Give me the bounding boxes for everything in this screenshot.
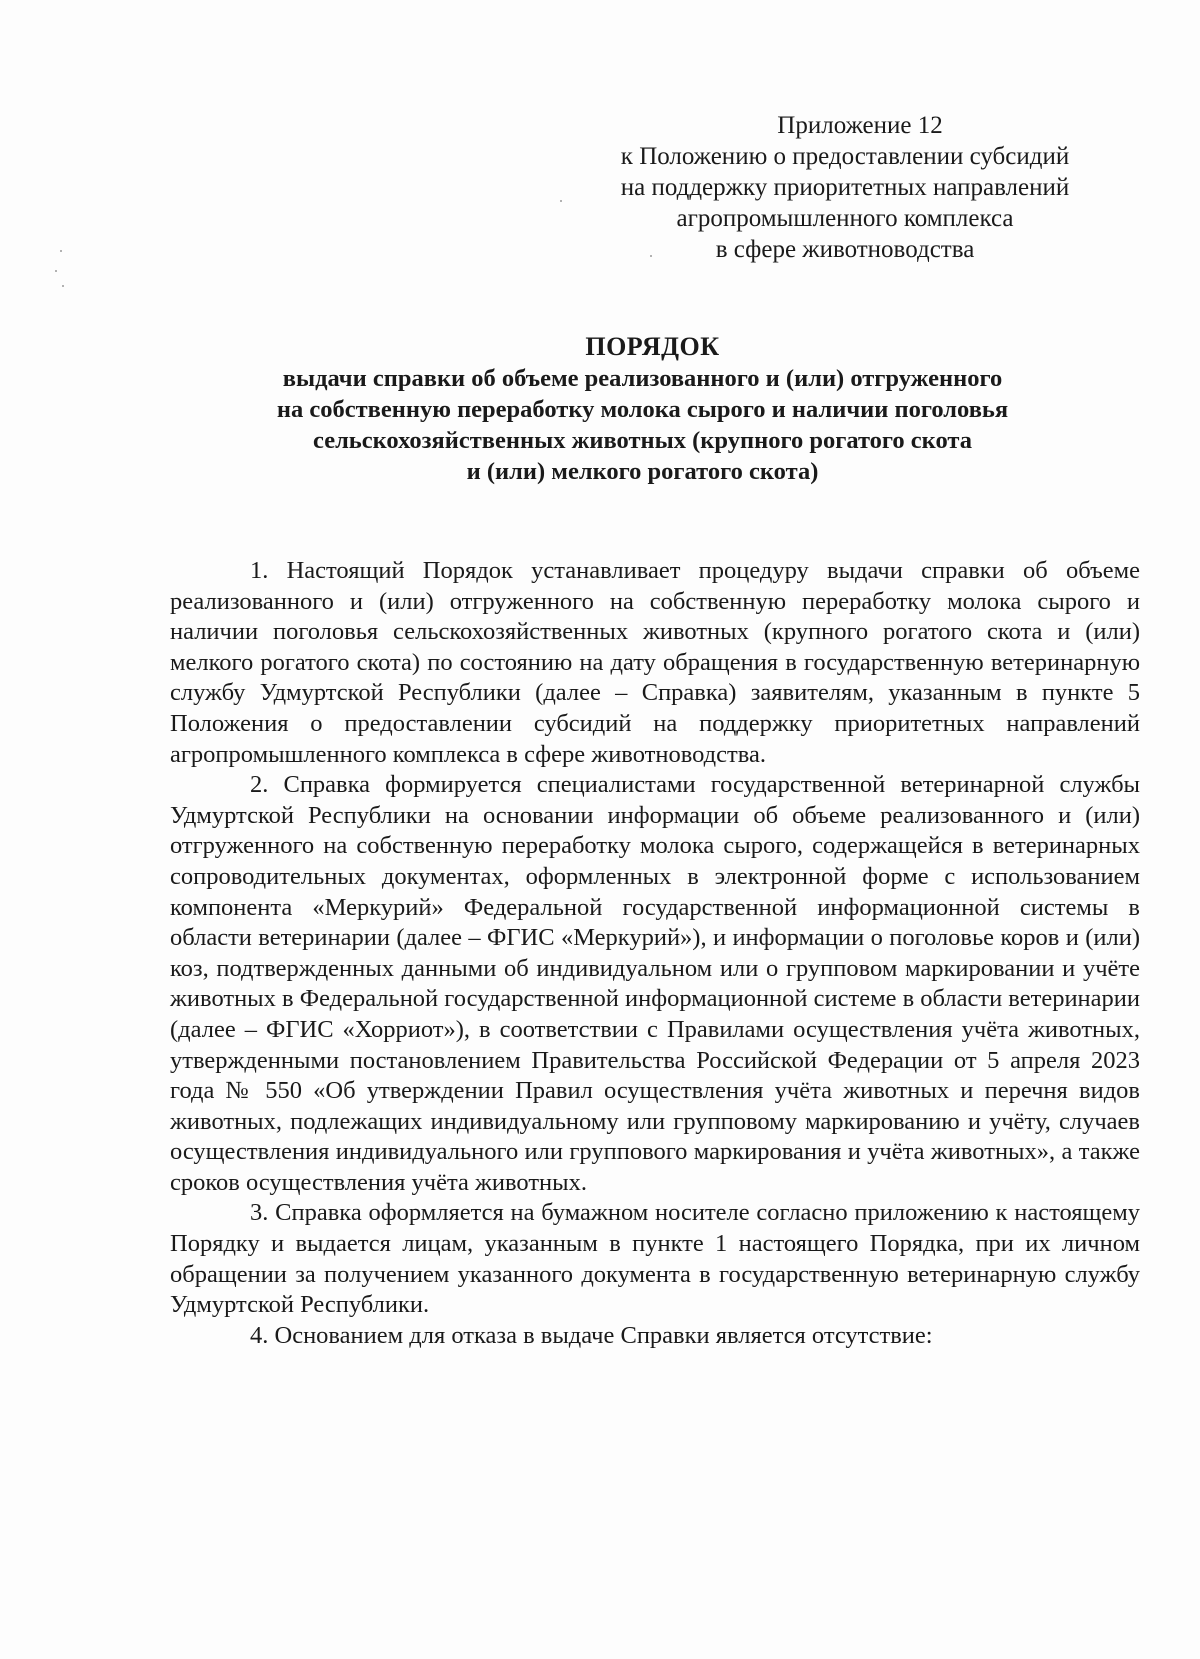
document-subtitle-line: сельскохозяйственных животных (крупного рогатого скота [313,427,972,454]
paragraph: 3. Справка оформляется на бумажном носителе согласно приложению к настоящему Порядку и выдается лицам, указанным в пункте 1 настоящего Порядка, при их личном обращении за получением указанного документа в государственную ветеринарную службу Удмуртской Республики. [170,1199,1140,1319]
paragraph: 4. Основанием для отказа в выдаче Справки является отсутствие: [250,1321,933,1349]
scan-speck [55,270,57,272]
document-subtitle-line: на собственную переработку молока сырого и наличии поголовья [276,396,1009,423]
document-subtitle-line: и (или) мелкого рогатого скота) [466,458,819,485]
scan-speck [560,200,562,202]
appendix-block [580,110,1110,265]
appendix-line: в сфере животноводства [715,236,975,263]
scan-speck [60,250,62,252]
document-title: ПОРЯДОК [585,332,720,361]
document-heading [170,331,1115,487]
appendix-line: к Положению о предоставлении субсидий [620,143,1070,170]
document-subtitle-line: выдачи справки об объеме реализованного и (или) отгруженного [282,365,1003,392]
appendix-number: Приложение 12 [777,112,943,139]
appendix-line: на поддержку приоритетных направлений [620,174,1070,201]
paragraph: 2. Справка формируется специалистами государственной ветеринарной службы Удмуртской Республики на основании информации об объеме реализованного и (или) отгруженного на собственную переработку молока сырого, содержащейся в ветеринарных сопроводительных документах, оформленных в электронной форме с использованием компонента «Меркурий» Федеральной государственной информационной системы в области ветеринарии (далее – ФГИС «Меркурий»), и информации о поголовье коров и (или) коз, подтвержденных данными об индивидуальном или о групповом маркировании и учёте животных в Федеральной государственной информационной системе в области ветеринарии (далее – ФГИС «Хорриот»), в соответствии с Правилами осуществления учёта животных, утвержденными постановлением Правительства Российской Федерации от 5 апреля 2023 года № 550 «Об утверждении Правил осуществления учёта животных и перечня видов животных, подлежащих индивидуальному или групповому маркированию и учёту, случаев осуществления индивидуального или группового маркирования и учёта животных», а также сроков осуществления учёта животных. [170,771,1141,1196]
paragraph: 1. Настоящий Порядок устанавливает процедуру выдачи справки об объеме реализованного и (или) отгруженного на собственную переработку молока сырого и наличии поголовья сельскохозяйственных животных (крупного рогатого скота и (или) мелкого рогатого скота) по состоянию на дату обращения в государственную ветеринарную службу Удмуртской Республики (далее – Справка) заявителям, указанным в пункте 5 Положения о предоставлении субсидий на поддержку приоритетных направлений агропромышленного комплекса в сфере животноводства. [170,557,1140,768]
appendix-line: агропромышленного комплекса [676,205,1014,232]
scan-speck [62,285,64,287]
document-body [170,556,1140,1351]
